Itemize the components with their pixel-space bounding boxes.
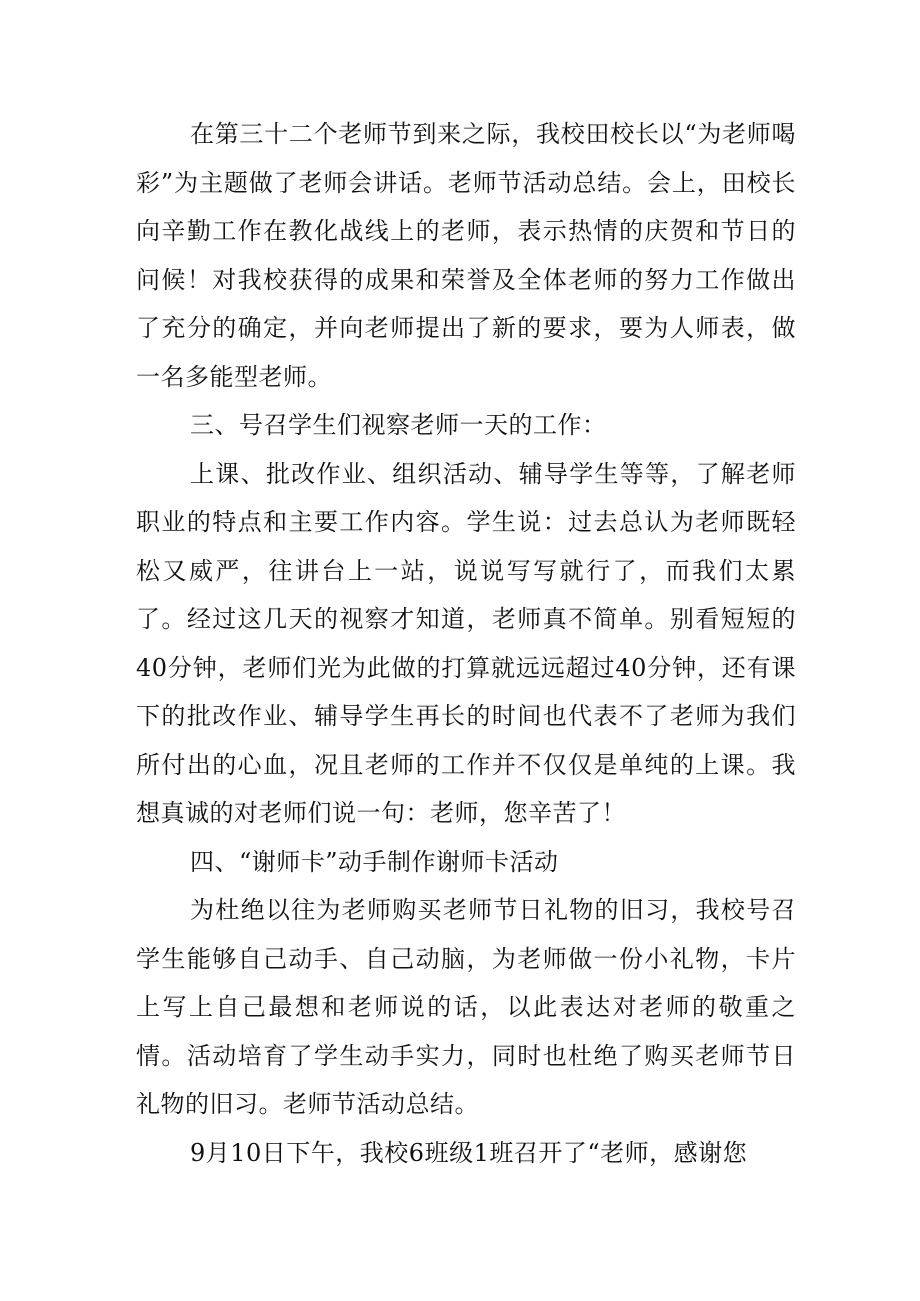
paragraph-thank-card-activity: 为杜绝以往为老师购买老师节日礼物的旧习，我校号召学生能够自己动手、自己动脑，为老师做一份小礼物，卡片上写上自己最想和老师说的话，以此表达对老师的敬重之情。活动培育了学生动手实力，同时也杜绝了购买老师节日礼物的旧习。老师节活动总结。 [136,896,796,1118]
paragraph-student-observation: 上课、批改作业、组织活动、辅导学生等等，了解老师职业的特点和主要工作内容。学生说：过去总认为老师既轻松又威严，往讲台上一站，说说写写就行了，而我们太累了。经过这几天的视察才知道，老师真不简单。别看短短的40分钟，老师们光为此做的打算就远远超过40分钟，还有课下的批改作业、辅导学生再长的时间也代表不了老师为我们所付出的心血，况且老师的工作并不仅仅是单纯的上课。我想真诚的对老师们说一句：老师，您辛苦了！ [136,459,796,827]
document-body [136,110,796,1177]
paragraph-class-meeting: 9月10日下午，我校6班级1班召开了“老师，感谢您 [190,1138,748,1167]
paragraph-principal-speech: 在第三十二个老师节到来之际，我校田校长以“为老师喝彩”为主题做了老师会讲话。老师节活动总结。会上，田校长向辛勤工作在教化战线上的老师，表示热情的庆贺和节日的问候！对我校获得的成果和荣誉及全体老师的努力工作做出了充分的确定，并向老师提出了新的要求，要为人师表，做一名多能型老师。 [136,120,796,391]
heading-thank-card: 四、“谢师卡”动手制作谢师卡活动 [190,847,559,876]
heading-observe-teacher: 三、号召学生们视察老师一天的工作： [190,411,607,439]
